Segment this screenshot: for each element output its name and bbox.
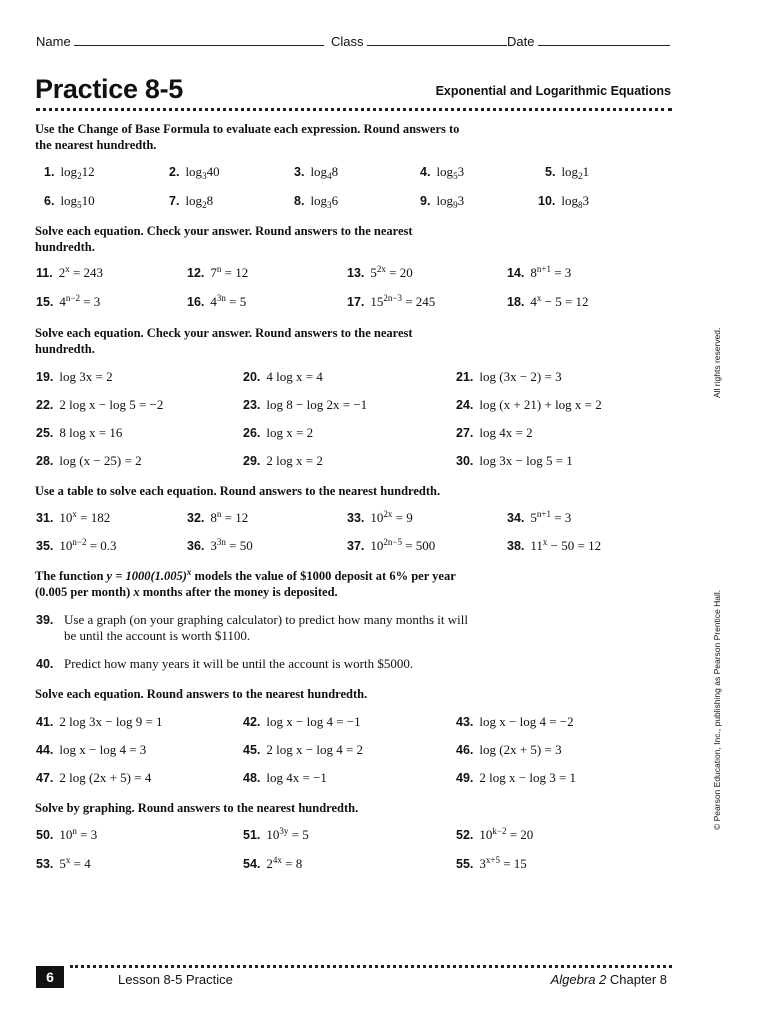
problem-number: 25. — [36, 426, 54, 440]
problem-39: 39. Use a graph (on your graphing calculator) to predict how many months it will be until the account is worth $1100. — [36, 612, 468, 643]
problem-number: 14. — [507, 266, 525, 280]
problem-number: 12. — [187, 266, 205, 280]
problem-number: 52. — [456, 828, 474, 842]
problem-43: 43. log x − log 4 = −2 — [456, 714, 574, 729]
problem-53: 53. $5^x = 4$ — [36, 855, 91, 871]
problem-30: 30. log 3x − log 5 = 1 — [456, 453, 573, 468]
problem-18: 18. $4^x - 5 = 12$ — [507, 293, 589, 309]
problem-44: 44. log x − log 4 = 3 — [36, 742, 147, 757]
problem-35: 35. $10^{n-2} = 0.3$ — [36, 537, 117, 553]
problem-49: 49. 2 log x − log 3 = 1 — [456, 770, 577, 785]
title-dotted-rule — [36, 108, 672, 111]
problem-number: 51. — [243, 828, 261, 842]
problem-number: 46. — [456, 743, 474, 757]
problem-7: 7. $\log_28$ — [169, 193, 214, 210]
problem-number: 22. — [36, 398, 54, 412]
problem-number: 26. — [243, 426, 261, 440]
section-1-instruction: Use the Change of Base Formula to evaluate each expression. Round answers to the nearest hundredth. — [35, 122, 460, 152]
problem-number: 9. — [420, 194, 431, 208]
problem-36: 36. $3^{3n} = 50$ — [187, 537, 253, 553]
problem-55: 55. $3^{x+5} = 15$ — [456, 855, 527, 871]
problem-48: 48. log 4x = −1 — [243, 770, 327, 785]
problem-37: 37. $10^{2n-5} = 500$ — [347, 537, 436, 553]
problem-number: 21. — [456, 370, 474, 384]
problem-number: 44. — [36, 743, 54, 757]
date-field — [507, 34, 670, 49]
problem-number: 41. — [36, 715, 54, 729]
problem-number: 49. — [456, 771, 474, 785]
problem-31: 31. $10^x = 182$ — [36, 509, 111, 525]
section-3-instruction: Solve each equation. Check your answer. Round answers to the nearest hundredth. — [35, 326, 413, 356]
problem-20: 20. 4 log x = 4 — [243, 369, 323, 384]
problem-number: 24. — [456, 398, 474, 412]
name-field — [36, 34, 324, 49]
problem-number: 34. — [507, 511, 525, 525]
problem-number: 43. — [456, 715, 474, 729]
problem-17: 17. $15^{2n-3} = 245$ — [347, 293, 436, 309]
problem-25: 25. 8 log x = 16 — [36, 425, 123, 440]
problem-5: 5. $\log_21$ — [545, 164, 590, 181]
class-blank — [367, 34, 507, 46]
problem-38: 38. $11^x - 50 = 12$ — [507, 537, 602, 553]
page-title: Practice 8-5 — [35, 74, 183, 104]
problem-6: 6. $\log_510$ — [44, 193, 95, 210]
problem-32: 32. $8^n = 12$ — [187, 509, 249, 525]
problem-number: 3. — [294, 165, 305, 179]
problem-51: 51. $10^{3y} = 5$ — [243, 826, 309, 842]
problem-number: 27. — [456, 426, 474, 440]
class-label: Class — [331, 34, 364, 49]
problem-number: 18. — [507, 295, 525, 309]
problem-number: 55. — [456, 857, 474, 871]
problem-47: 47. 2 log (2x + 5) = 4 — [36, 770, 152, 785]
problem-23: 23. log 8 − log 2x = −1 — [243, 397, 368, 412]
name-label: Name — [36, 34, 71, 49]
problem-number: 6. — [44, 194, 55, 208]
footer-book-title: Algebra 2 — [550, 972, 607, 987]
problem-number: 7. — [169, 194, 180, 208]
problem-12: 12. $7^n = 12$ — [187, 264, 249, 280]
problem-28: 28. log (x − 25) = 2 — [36, 453, 142, 468]
section-2-instruction: Solve each equation. Check your answer. Round answers to the nearest hundredth. — [35, 224, 413, 254]
problem-40: 40. Predict how many years it will be until the account is worth $5000. — [36, 656, 414, 671]
problem-number: 29. — [243, 454, 261, 468]
problem-14: 14. $8^{n+1} = 3$ — [507, 264, 572, 280]
footer-dotted-rule — [70, 965, 672, 968]
problem-11: 11. $2^x = 243$ — [36, 264, 104, 280]
problem-number: 50. — [36, 828, 54, 842]
problem-number: 42. — [243, 715, 261, 729]
problem-number: 30. — [456, 454, 474, 468]
problem-27: 27. log 4x = 2 — [456, 425, 533, 440]
problem-number: 45. — [243, 743, 261, 757]
copyright-note: © Pearson Education, Inc., publishing as Pearson Prentice Hall. — [712, 589, 722, 830]
problem-number: 13. — [347, 266, 365, 280]
problem-26: 26. log x = 2 — [243, 425, 314, 440]
problem-number: 31. — [36, 511, 54, 525]
problem-number: 32. — [187, 511, 205, 525]
footer-book — [551, 972, 667, 987]
problem-41: 41. 2 log 3x − log 9 = 1 — [36, 714, 163, 729]
problem-52: 52. $10^{k-2} = 20$ — [456, 826, 534, 842]
problem-number: 54. — [243, 857, 261, 871]
page-subtitle: Exponential and Logarithmic Equations — [435, 84, 671, 98]
problem-13: 13. $5^{2x} = 20$ — [347, 264, 413, 280]
footer-lesson: Lesson 8-5 Practice — [118, 972, 233, 987]
problem-3: 3. $\log_48$ — [294, 164, 339, 181]
problem-number: 5. — [545, 165, 556, 179]
section-4-instruction: Use a table to solve each equation. Round answers to the nearest hundredth. — [35, 484, 441, 498]
page-number: 6 — [36, 966, 64, 988]
problem-number: 10. — [538, 194, 556, 208]
class-field — [331, 34, 507, 49]
problem-46: 46. log (2x + 5) = 3 — [456, 742, 562, 757]
problem-2: 2. $\log_340$ — [169, 164, 220, 181]
problem-number: 39. — [36, 613, 54, 627]
problem-number: 36. — [187, 539, 205, 553]
problem-24: 24. log (x + 21) + log x = 2 — [456, 397, 602, 412]
footer-chapter: Chapter 8 — [609, 972, 667, 987]
problem-number: 16. — [187, 295, 205, 309]
date-label: Date — [507, 34, 535, 49]
problem-50: 50. $10^n = 3$ — [36, 826, 98, 842]
date-blank — [538, 34, 670, 46]
problem-29: 29. 2 log x = 2 — [243, 453, 323, 468]
problem-number: 28. — [36, 454, 54, 468]
problem-number: 33. — [347, 511, 365, 525]
problem-number: 19. — [36, 370, 54, 384]
name-blank — [74, 34, 324, 46]
problem-1: 1. $\log_212$ — [44, 164, 95, 181]
problem-19: 19. log 3x = 2 — [36, 369, 113, 384]
problem-21: 21. log (3x − 2) = 3 — [456, 369, 562, 384]
problem-45: 45. 2 log x − log 4 = 2 — [243, 742, 364, 757]
problem-number: 53. — [36, 857, 54, 871]
problem-9: 9. $\log_93$ — [420, 193, 465, 210]
problem-16: 16. $4^{3n} = 5$ — [187, 293, 247, 309]
problem-8: 8. $\log_36$ — [294, 193, 339, 210]
problem-number: 8. — [294, 194, 305, 208]
problem-34: 34. $5^{n+1} = 3$ — [507, 509, 572, 525]
problem-number: 37. — [347, 539, 365, 553]
problem-15: 15. $4^{n-2} = 3$ — [36, 293, 101, 309]
problem-number: 4. — [420, 165, 431, 179]
problem-number: 11. — [36, 266, 53, 280]
problem-number: 47. — [36, 771, 54, 785]
section-7-instruction: Solve by graphing. Round answers to the nearest hundredth. — [35, 801, 359, 815]
problem-33: 33. $10^{2x} = 9$ — [347, 509, 413, 525]
problem-number: 38. — [507, 539, 525, 553]
problem-number: 1. — [44, 165, 55, 179]
problem-10: 10. $\log_83$ — [538, 193, 590, 210]
problem-number: 20. — [243, 370, 261, 384]
problem-42: 42. log x − log 4 = −1 — [243, 714, 361, 729]
problem-54: 54. $2^{4x} = 8$ — [243, 855, 303, 871]
rights-reserved-note: All rights reserved. — [712, 327, 722, 398]
problem-number: 2. — [169, 165, 180, 179]
problem-number: 35. — [36, 539, 54, 553]
problem-number: 48. — [243, 771, 261, 785]
problem-4: 4. $\log_53$ — [420, 164, 465, 181]
problem-number: 23. — [243, 398, 261, 412]
section-6-instruction: Solve each equation. Round answers to the nearest hundredth. — [35, 687, 368, 701]
section-5-instruction: The function $y = 1000(1.005)^x$ models the value of $1000 deposit at 6% per year (0.005 per month) x months after the money is deposited. — [35, 567, 456, 599]
problem-number: 40. — [36, 657, 54, 671]
problem-22: 22. 2 log x − log 5 = −2 — [36, 397, 164, 412]
problem-number: 15. — [36, 295, 54, 309]
problem-number: 17. — [347, 295, 365, 309]
